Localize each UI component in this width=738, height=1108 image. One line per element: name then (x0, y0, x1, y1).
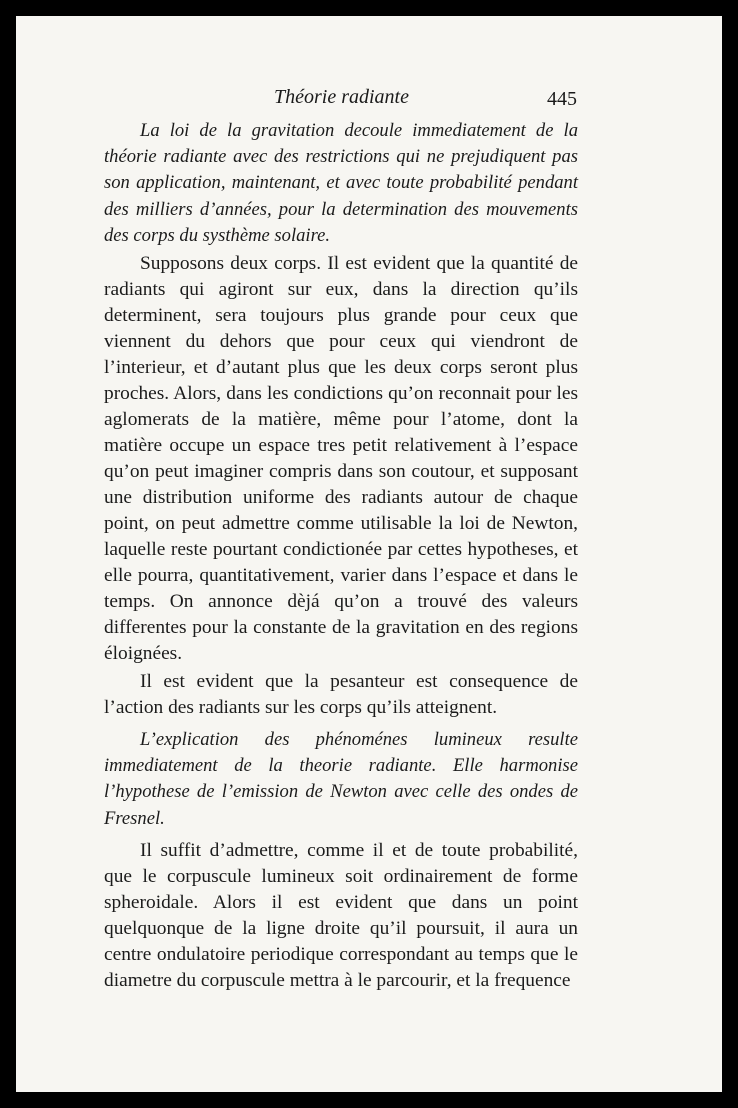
paragraph-light-explanation: L’explication des phénoménes lumineux resulte immediatement de la theorie radiante. Elle harmonise l’hypothese de l’emission de Newton avec celle des ondes de Fresnel. (104, 729, 578, 829)
page-header (16, 84, 722, 114)
page-number: 445 (547, 88, 577, 110)
paragraph-gravitation: La loi de la gravitation decoule immediatement de la théorie radiante avec des restrictions qui ne prejudiquent pas son application, maintenant, et avec toute probabilité pendant des milliers d’années, pour la determination des mouvements des corps du systhème solaire. (104, 120, 578, 246)
paragraph-two-bodies: Supposons deux corps. Il est evident que la quantité de radiants qui agiront sur eux, dans la direction qu’ils determinent, sera toujours plus grande pour ceux que viennent du dehors que pour ceux qui viendront de l’interieur, et d’autant plus que les deux corps seront plus proches. Alors, dans les condictions qu’on reconnait pour les aglomerats de la matière, même pour l’atome, dont la matière occupe un espace tres petit relativement à l’espace qu’on peut imaginer compris dans son coutour, et supposant une distribution uniforme des radiants autour de chaque point, on peut admettre comme utilisable la loi de Newton, laquelle reste pourtant condictionée par cettes hypotheses, et elle pourra, quantitativement, varier dans l’espace et dans le temps. On annonce dèjá qu’on a trouvé des valeurs differentes pour la constante de la gravitation en des regions éloignées. (104, 253, 578, 665)
paragraph-corpuscle: Il suffit d’admettre, comme il et de toute probabilité, que le corpuscule lumineux soit ordinairement de forme spheroidale. Alors il est evident que dans un point quelquonque de la ligne droite qu’il poursuit, il aura un centre ondulatoire periodique correspondant au temps que le diametre du corpuscule mettra à le parcourir, et la frequence (104, 839, 578, 991)
paragraph-pesanteur: Il est evident que la pesanteur est consequence de l’action des radiants sur les corps qu’ils atteignent. (104, 671, 578, 719)
running-title: Théorie radiante (274, 86, 409, 108)
page-body (104, 118, 578, 994)
book-page (16, 16, 722, 1092)
